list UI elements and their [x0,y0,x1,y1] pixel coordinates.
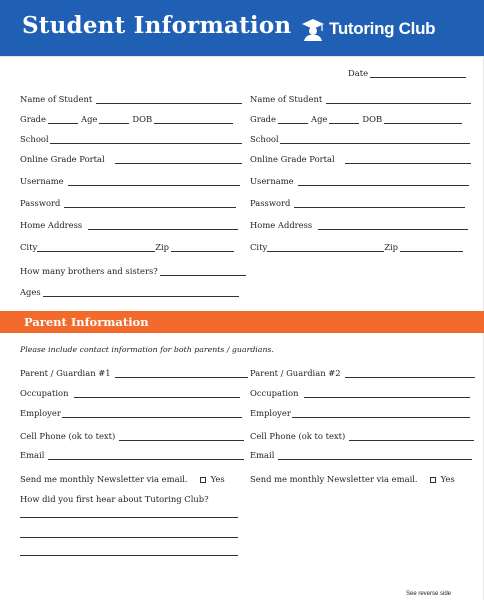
parent2-email-line[interactable] [278,452,472,460]
parent2-occupation-line[interactable] [304,390,470,398]
parent1-guardian-line[interactable] [115,370,248,378]
student2-dob-line[interactable] [384,116,462,124]
student1-password-line[interactable] [64,200,236,208]
student1-address-line[interactable] [88,222,238,230]
student1-portal-field[interactable] [20,152,242,164]
logo-text: Tutoring Club [329,19,436,38]
ages-field[interactable] [20,285,239,297]
parent1-guardian-field[interactable] [20,366,248,378]
parent1-guardian-label: Parent / Guardian #1 [20,368,111,378]
student1-age-label: Age [81,114,98,124]
parent2-guardian-field[interactable] [250,366,475,378]
parent1-occupation-line[interactable] [74,390,240,398]
student1-zip-label: Zip [155,242,170,252]
parent2-occupation-field[interactable] [250,386,470,398]
parent1-newsletter-label: Send me monthly Newsletter via email. [20,474,188,484]
parent1-employer-field[interactable] [20,406,242,418]
student1-city-label: City [20,242,38,252]
student1-portal-line[interactable] [115,156,242,164]
parent-info-note: Please include contact information for both parents / guardians. [20,345,274,354]
student1-name-field[interactable] [20,92,242,104]
student1-username-field[interactable] [20,174,240,186]
date-label: Date [348,68,369,78]
parent-info-bar [0,311,484,333]
parent2-cell-line[interactable] [349,433,474,441]
parent2-guardian-line[interactable] [345,370,475,378]
parent1-email-line[interactable] [48,452,244,460]
student2-zip-line[interactable] [400,244,463,252]
parent-info-title: Parent Information [24,315,149,329]
student2-portal-line[interactable] [345,156,471,164]
student2-grade-line[interactable] [278,116,308,124]
student2-zip-label: Zip [384,242,399,252]
referral-line-1[interactable] [20,510,238,518]
referral-line-2[interactable] [20,530,238,538]
mortarboard-student-icon [300,16,326,42]
student2-username-label: Username [250,176,294,186]
parent1-newsletter-yes: Yes [210,474,225,484]
student2-age-label: Age [311,114,328,124]
siblings-label: How many brothers and sisters? [20,266,158,276]
student1-password-label: Password [20,198,61,208]
student2-name-label: Name of Student [250,94,323,104]
parent1-email-label: Email [20,450,45,460]
page-title: Student Information [22,12,292,39]
parent2-email-label: Email [250,450,275,460]
student1-dob-line[interactable] [154,116,233,124]
student1-school-line[interactable] [50,136,242,144]
student1-name-line[interactable] [96,96,242,104]
student2-address-line[interactable] [318,222,468,230]
student1-username-line[interactable] [68,178,240,186]
student2-password-label: Password [250,198,291,208]
student1-grade-line[interactable] [48,116,78,124]
siblings-field[interactable] [20,264,246,276]
student1-age-line[interactable] [99,116,129,124]
student2-name-field[interactable] [250,92,471,104]
parent1-cell-field[interactable] [20,429,244,441]
student2-address-field[interactable] [250,218,468,230]
parent1-occupation-label: Occupation [20,388,69,398]
parent1-cell-line[interactable] [119,433,244,441]
student1-password-field[interactable] [20,196,236,208]
student2-address-label: Home Address [250,220,313,230]
parent2-employer-label: Employer [250,408,291,418]
student2-portal-field[interactable] [250,152,471,164]
parent2-cell-label: Cell Phone (ok to text) [250,431,346,441]
student2-school-line[interactable] [280,136,470,144]
student1-school-label: School [20,134,49,144]
student2-city-line[interactable] [267,244,384,252]
student1-grade-row[interactable] [20,112,233,124]
student1-city-row[interactable] [20,240,234,252]
ages-line[interactable] [43,289,239,297]
student2-password-field[interactable] [250,196,465,208]
siblings-line[interactable] [160,268,246,276]
student1-dob-label: DOB [132,114,153,124]
student2-age-line[interactable] [329,116,359,124]
see-reverse-note: See reverse side [406,591,452,597]
parent1-newsletter-checkbox[interactable] [200,477,206,483]
student2-name-line[interactable] [326,96,471,104]
student2-school-label: School [250,134,279,144]
parent2-email-field[interactable] [250,448,472,460]
student1-username-label: Username [20,176,64,186]
student1-city-line[interactable] [37,244,155,252]
date-field[interactable] [348,66,466,78]
parent2-cell-field[interactable] [250,429,474,441]
parent2-occupation-label: Occupation [250,388,299,398]
student2-password-line[interactable] [294,200,465,208]
ages-label: Ages [20,287,41,297]
parent1-employer-label: Employer [20,408,61,418]
student1-address-label: Home Address [20,220,83,230]
student1-school-field[interactable] [20,132,242,144]
student2-city-label: City [250,242,268,252]
student1-grade-label: Grade [20,114,47,124]
parent2-newsletter-row[interactable] [250,472,455,484]
parent2-newsletter-label: Send me monthly Newsletter via email. [250,474,418,484]
parent2-guardian-label: Parent / Guardian #2 [250,368,341,378]
header-divider [0,56,484,57]
student2-school-field[interactable] [250,132,470,144]
student2-dob-label: DOB [362,114,383,124]
student1-name-label: Name of Student [20,94,93,104]
parent1-email-field[interactable] [20,448,244,460]
parent1-employer-line[interactable] [62,410,242,418]
parent1-newsletter-row[interactable] [20,472,225,484]
student1-address-field[interactable] [20,218,238,230]
parent1-cell-label: Cell Phone (ok to text) [20,431,116,441]
parent2-newsletter-yes: Yes [440,474,455,484]
student2-grade-label: Grade [250,114,277,124]
student2-portal-label: Online Grade Portal [250,154,335,164]
parent2-newsletter-checkbox[interactable] [430,477,436,483]
student2-city-row[interactable] [250,240,463,252]
student2-grade-row[interactable] [250,112,462,124]
student1-portal-label: Online Grade Portal [20,154,105,164]
student2-username-field[interactable] [250,174,469,186]
date-line[interactable] [370,70,466,78]
parent1-occupation-field[interactable] [20,386,240,398]
tutoring-club-logo [300,15,435,43]
parent2-employer-field[interactable] [250,406,470,418]
student2-username-line[interactable] [298,178,469,186]
referral-question: How did you first hear about Tutoring Club? [20,494,209,504]
referral-line-3[interactable] [20,548,238,556]
parent2-employer-line[interactable] [292,410,470,418]
student1-zip-line[interactable] [171,244,234,252]
